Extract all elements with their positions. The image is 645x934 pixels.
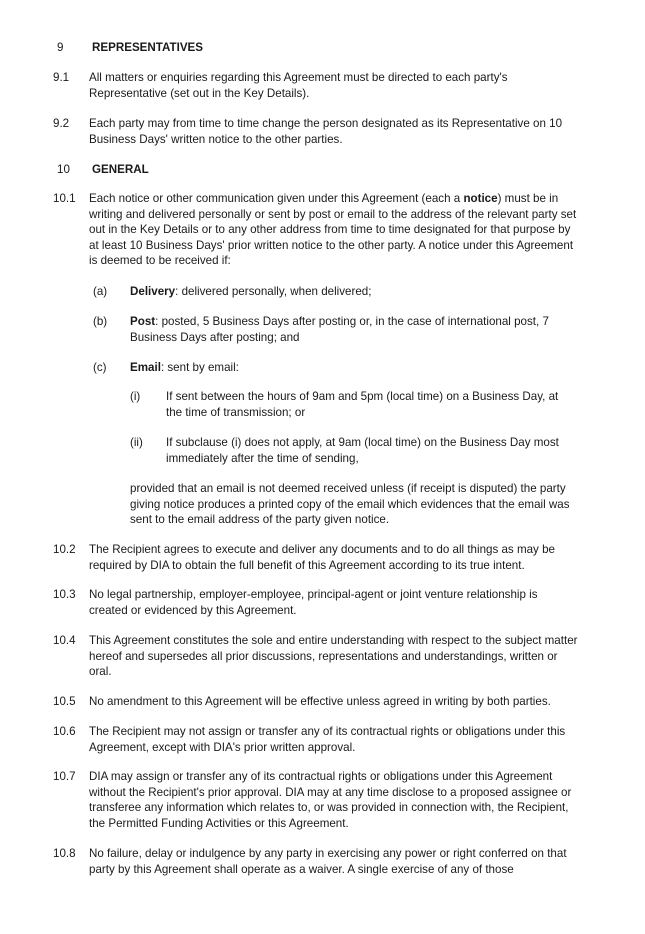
clause-number: 10.4 <box>53 634 76 647</box>
clause-text: No amendment to this Agreement will be effective unless agreed in writing by both parties. <box>89 695 551 708</box>
clause-text-part: ) must be in writing and delivered personally or sent by post or email to the address of the relevant party set out in the Key Details or to any other address from time to time designated for that purpose by at least 10 Business Days' prior written notice to the other party. A notice under this Agreement is deemed to be received if: <box>89 192 577 268</box>
subclause-label: Email <box>130 361 161 374</box>
subclause-label: Post <box>130 315 156 328</box>
subclause-label: Delivery <box>130 285 176 298</box>
clause-number: 9.2 <box>53 117 70 130</box>
clause-number: 10.8 <box>53 847 76 860</box>
subclause-number: (a) <box>93 285 108 298</box>
clause-text: The Recipient may not assign or transfer any of its contractual rights or obligations under this Agreement, except with DIA's prior written approval. <box>89 725 566 754</box>
clause-number: 9.1 <box>53 71 70 84</box>
proviso-text: provided that an email is not deemed received unless (if receipt is disputed) the party giving notice produces a printed copy of the email which evidences that the email was sent to the email address of the party given notice. <box>130 482 570 527</box>
clause-number: 10.5 <box>53 695 76 708</box>
subclause-number: (i) <box>130 390 141 403</box>
subclause-text-part: : sent by email: <box>160 361 239 374</box>
clause-number: 10.7 <box>53 770 76 783</box>
clause-text: DIA may assign or transfer any of its contractual rights or obligations under this Agreement without the Recipient's prior approval. DIA may at any time disclose to a proposed assignee or transferee any information which relates to, or was provided in connection with, the Recipient, the Permitted Funding Activities or this Agreement. <box>89 770 572 830</box>
clause-number: 10.2 <box>53 543 76 556</box>
clause-text: All matters or enquiries regarding this Agreement must be directed to each party's Representative (set out in the Key Details). <box>89 71 508 100</box>
subclause-number: (c) <box>93 361 107 374</box>
clause-number: 10.3 <box>53 588 76 601</box>
section-number: 10 <box>57 163 70 176</box>
clause-text: No failure, delay or indulgence by any party in exercising any power or right conferred on that party by this Agreement shall operate as a waiver. A single exercise of any of those <box>89 847 567 876</box>
clause-text-part: Each notice or other communication given under this Agreement (each a <box>89 192 464 205</box>
clause-text: The Recipient agrees to execute and deliver any documents and to do all things as may be required by DIA to obtain the full benefit of this Agreement according to its true intent. <box>89 543 555 572</box>
clause-number: 10.1 <box>53 192 76 205</box>
subclause-text <box>130 314 575 345</box>
clause-number: 10.6 <box>53 725 76 738</box>
section-title: GENERAL <box>92 163 149 176</box>
subclause-text-part: : posted, 5 Business Days after posting or, in the case of international post, 7 Business Days after posting; and <box>130 315 549 344</box>
clause-text: No legal partnership, employer-employee, principal-agent or joint venture relationship is created or evidenced by this Agreement. <box>89 588 538 617</box>
subclause-text: If sent between the hours of 9am and 5pm (local time) on a Business Day, at the time of transmission; or <box>166 390 559 419</box>
subclause-text <box>130 360 575 376</box>
section-number: 9 <box>57 41 64 54</box>
subclause-text-part: : delivered personally, when delivered; <box>175 285 372 298</box>
subclause-text: If subclause (i) does not apply, at 9am (local time) on the Business Day most immediately after the time of sending, <box>166 436 559 465</box>
clause-text: This Agreement constitutes the sole and entire understanding with respect to the subject matter hereof and supersedes all prior discussions, representations and understandings, written or oral. <box>89 634 578 679</box>
defined-term: notice <box>463 192 498 205</box>
clause-text <box>89 191 579 269</box>
section-title: REPRESENTATIVES <box>92 41 204 54</box>
subclause-number: (ii) <box>130 436 143 449</box>
subclause-number: (b) <box>93 315 108 328</box>
clause-text: Each party may from time to time change the person designated as its Representative on 10 Business Days' written notice to the other parties. <box>89 117 563 146</box>
subclause-text <box>130 284 575 300</box>
